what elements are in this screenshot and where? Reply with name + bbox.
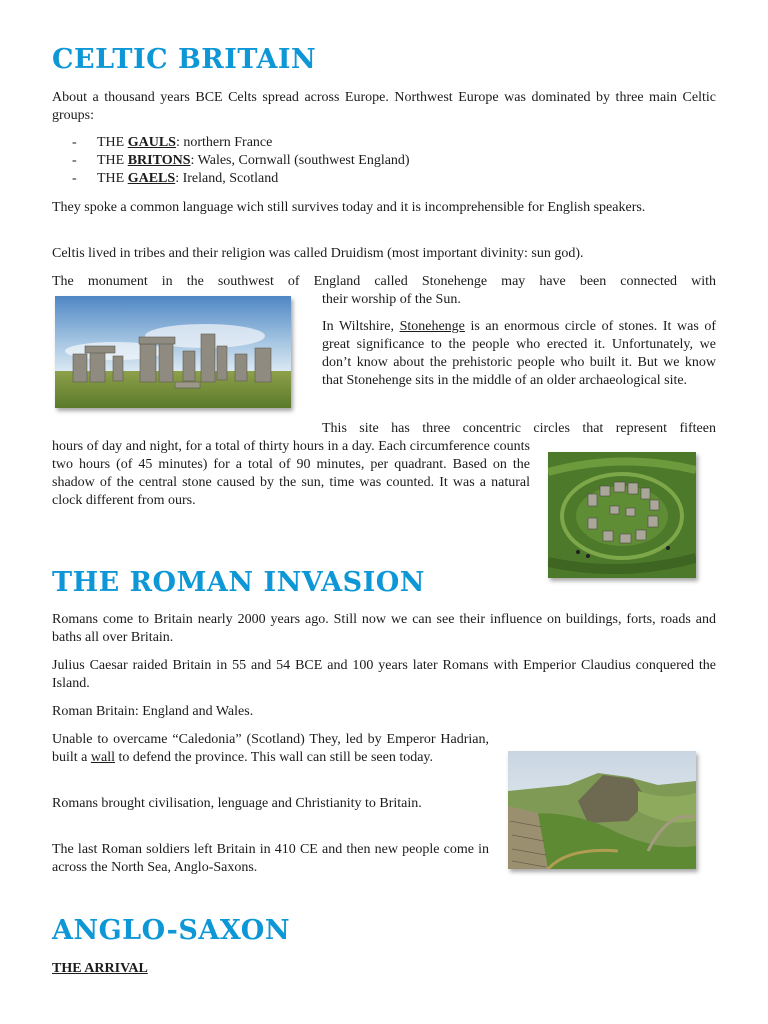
list-item-gauls: - THE GAULS: northern France: [72, 135, 273, 150]
celtic-groups-list: [72, 134, 410, 188]
hadrians-wall-photo: [508, 751, 696, 869]
roman-paragraph-3: Roman Britain: England and Wales.: [52, 704, 254, 719]
roman-paragraph-2: Julius Caesar raided Britain in 55 and 54 BCE and 100 years later Romans with Emperior Claudius conquered the Island.: [52, 658, 716, 691]
monument-line-2: their worship of the Sun.: [322, 292, 461, 307]
roman-paragraph-5: Romans brought civilisation, lenguage and Christianity to Britain.: [52, 796, 422, 811]
wiltshire-paragraph: In Wiltshire, Stonehenge is an enormous circle of stones. It was of great significance to the people who erected it. Unfortunately, we don’t know about the prehistoric people who built it. But we know that Stonehenge sits in the middle of an older archaeological site.: [322, 319, 716, 388]
roman-paragraph-4: Unable to overcame “Caledonia” (Scotland) They, led by Emperor Hadrian, built a wall to defend the province. This wall can still be seen today.: [52, 732, 489, 765]
stonehenge-aerial-photo: [548, 452, 696, 578]
roman-paragraph-6: The last Roman soldiers left Britain in 410 CE and then new people come in across the North Sea, Anglo-Saxons.: [52, 842, 489, 875]
heading-roman-invasion: THE ROMAN INVASION: [52, 567, 425, 598]
circles-paragraph: hours of day and night, for a total of thirty hours in a day. Each circumference counts two hours (of 45 minutes) for a total of 90 minutes, per quadrant. Based on the shadow of the central stone caused by the sun, time was counted. It was a natural clock different from ours.: [52, 439, 530, 508]
stonehenge-photo: [55, 296, 291, 408]
roman-paragraph-1: Romans come to Britain nearly 2000 years ago. Still now we can see their influence on buildings, forts, roads and baths all over Britain.: [52, 612, 716, 645]
list-item-gaels: - THE GAELS: Ireland, Scotland: [72, 171, 279, 186]
circles-line-1: This site has three concentric circles that represent fifteen: [322, 421, 716, 436]
britons-term: BRITONS: [127, 153, 191, 168]
celtic-intro: About a thousand years BCE Celts spread across Europe. Northwest Europe was dominated by three main Celtic groups:: [52, 90, 716, 123]
stonehenge-term: Stonehenge: [399, 319, 465, 334]
heading-celtic-britain: CELTIC BRITAIN: [52, 44, 317, 75]
heading-anglo-saxon: ANGLO-SAXON: [52, 915, 291, 946]
monument-line-1: The monument in the southwest of England called Stonehenge may have been connected with: [52, 274, 716, 289]
list-item-britons: - THE BRITONS: Wales, Cornwall (southwest England): [72, 153, 410, 168]
celtic-language-paragraph: They spoke a common language wich still survives today and it is incomprehensible for English speakers.: [52, 200, 646, 215]
wall-term: wall: [90, 750, 115, 765]
celtic-religion-paragraph: Celtis lived in tribes and their religion was called Druidism (most important divinity: sun god).: [52, 246, 584, 261]
gaels-term: GAELS: [127, 171, 176, 186]
gauls-term: GAULS: [127, 135, 176, 150]
subheading-the-arrival: THE ARRIVAL: [52, 961, 148, 976]
